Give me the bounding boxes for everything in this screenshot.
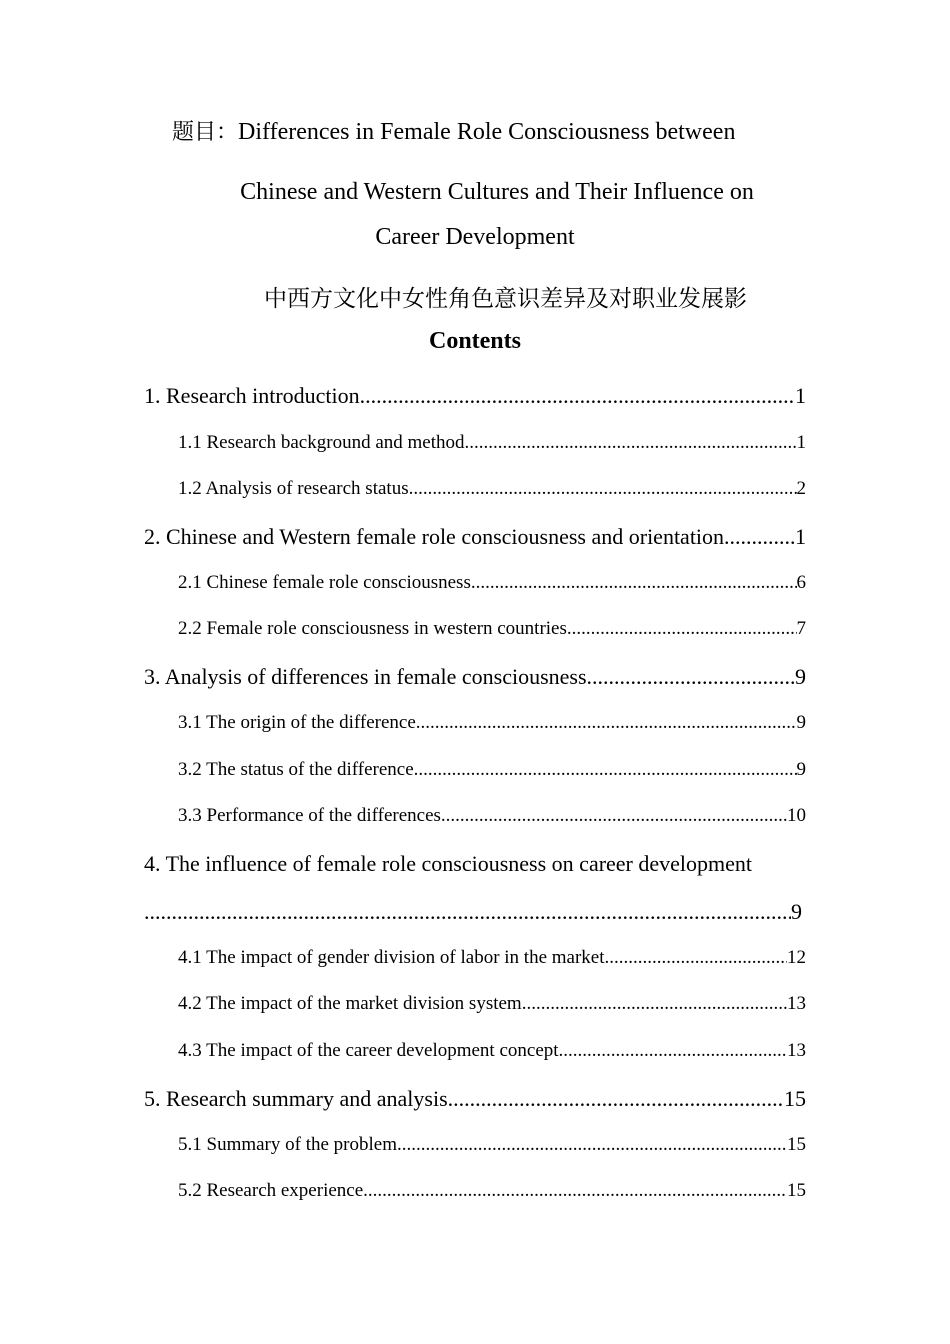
toc-entry-1-2[interactable] (178, 476, 806, 502)
toc-page-number: 1 (795, 524, 806, 549)
toc-leader (144, 898, 791, 926)
toc-entry-5-1[interactable] (178, 1132, 806, 1158)
toc-leader (465, 430, 797, 456)
toc-leader (522, 991, 787, 1017)
toc-label: 4.1 The impact of gender division of labor in the market (178, 947, 605, 968)
toc-entry-4-leader[interactable] (144, 898, 802, 926)
toc-label: 5. Research summary and analysis (144, 1086, 448, 1111)
toc-entry-1-1[interactable] (178, 430, 806, 456)
toc-leader (724, 523, 795, 551)
toc-entry-1[interactable] (144, 382, 806, 410)
toc-leader (567, 616, 797, 642)
title-line-1 (172, 117, 735, 148)
toc-leader (471, 570, 797, 596)
toc-entry-4-title[interactable]: 4. The influence of female role consciousness on career development (144, 851, 753, 876)
toc-leader (559, 1038, 787, 1064)
toc-label: 1. Research introduction (144, 383, 360, 408)
toc-entry-4-2[interactable] (178, 991, 806, 1017)
toc-entry-4-3[interactable] (178, 1038, 806, 1064)
toc-label: 3.3 Performance of the differences (178, 805, 441, 826)
toc-entry-2[interactable] (144, 523, 806, 551)
toc-entry-2-1[interactable] (178, 570, 806, 596)
toc-page-number: 15 (787, 1180, 806, 1201)
toc-entry-4-1[interactable] (178, 945, 806, 971)
toc-label: 3.2 The status of the difference (178, 759, 414, 780)
toc-page-number: 9 (791, 899, 802, 924)
toc-leader (360, 382, 795, 410)
toc-label: 2. Chinese and Western female role consciousness and orientation (144, 524, 725, 549)
toc-leader (441, 803, 787, 829)
toc-leader (587, 663, 795, 691)
toc-page-number: 15 (784, 1086, 806, 1111)
toc-entry-3[interactable] (144, 663, 806, 691)
toc-label: 1.2 Analysis of research status (178, 478, 409, 499)
title-line-2: Chinese and Western Cultures and Their Influence on (240, 179, 754, 205)
toc-page-number: 10 (787, 805, 806, 826)
toc-page-number: 1 (796, 432, 806, 453)
toc-entry-5-2[interactable] (178, 1178, 806, 1204)
toc-page-number: 1 (795, 383, 806, 408)
toc-entry-3-2[interactable] (178, 757, 806, 783)
toc-page-number: 7 (796, 618, 806, 639)
toc-entry-3-1[interactable] (178, 710, 806, 736)
toc-label: 5.2 Research experience (178, 1180, 364, 1201)
toc-page-number: 15 (787, 1134, 806, 1155)
contents-heading: Contents (428, 328, 521, 354)
toc-leader (605, 945, 787, 971)
toc-label: 4.2 The impact of the market division system (178, 993, 522, 1014)
toc-label: 5.1 Summary of the problem (178, 1134, 397, 1155)
toc-page-number: 12 (787, 947, 806, 968)
toc-leader (409, 476, 797, 502)
toc-page-number: 13 (787, 993, 806, 1014)
toc-page-number: 9 (795, 664, 806, 689)
toc-leader (416, 710, 797, 736)
title-prefix: 题目： (172, 120, 239, 145)
toc-label: 4.3 The impact of the career development concept (178, 1040, 559, 1061)
title-line-3: Career Development (375, 224, 575, 250)
toc-leader (414, 757, 797, 783)
chinese-title: 中西方文化中女性角色意识差异及对职业发展影 (264, 286, 747, 312)
toc-page-number: 2 (796, 478, 806, 499)
toc-label: 3. Analysis of differences in female consciousness (144, 664, 587, 689)
toc-entry-3-3[interactable] (178, 803, 806, 829)
toc-leader (363, 1178, 787, 1204)
title-text-1: Differences in Female Role Consciousness between (238, 119, 736, 145)
toc-page-number: 9 (796, 712, 806, 733)
toc-label: 1.1 Research background and method (178, 432, 465, 453)
toc-label: 2.2 Female role consciousness in western countries (178, 618, 567, 639)
toc-entry-5[interactable] (144, 1085, 806, 1113)
toc-page-number: 6 (796, 572, 806, 593)
toc-label: 2.1 Chinese female role consciousness (178, 572, 471, 593)
toc-leader (397, 1132, 787, 1158)
toc-page-number: 13 (787, 1040, 806, 1061)
toc-leader (448, 1085, 784, 1113)
toc-entry-2-2[interactable] (178, 616, 806, 642)
toc-label: 3.1 The origin of the difference (178, 712, 416, 733)
toc-page-number: 9 (796, 759, 806, 780)
